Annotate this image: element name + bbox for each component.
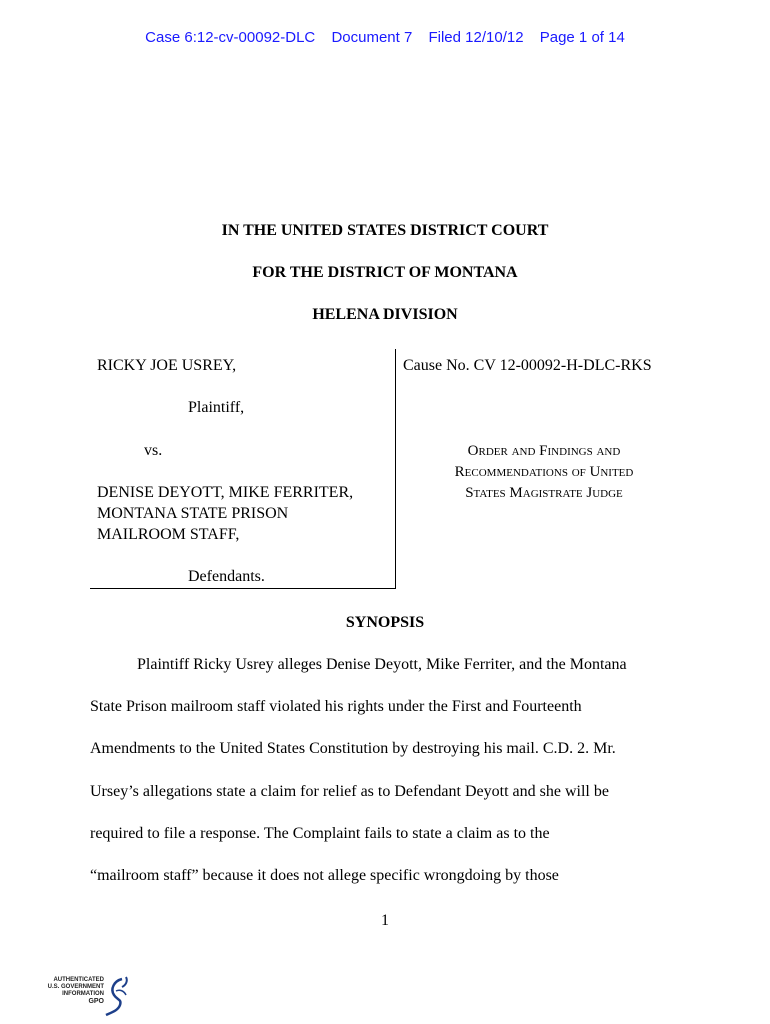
synopsis-line: Ursey’s allegations state a claim for relief as to Defendant Deyott and she will be [90,783,609,800]
defendants-line-2: MONTANA STATE PRISON [97,505,289,522]
caption-vertical-rule [395,349,396,589]
cause-number: Cause No. CV 12-00092-H-DLC-RKS [403,357,652,374]
eagle-icon [102,975,132,1017]
plaintiff-role: Plaintiff, [188,399,245,416]
versus-label: vs. [144,442,163,459]
filed-date: Filed 12/10/12 [428,29,524,46]
order-title [420,441,668,504]
synopsis-line: required to file a response. The Complaint fails to state a claim as to the [90,825,550,842]
court-district: FOR THE DISTRICT OF MONTANA [252,264,518,281]
court-title: IN THE UNITED STATES DISTRICT COURT [221,222,549,239]
case-number: Case 6:12-cv-00092-DLC [145,29,316,46]
synopsis-line: “mailroom staff” because it does not allege specific wrongdoing by those [90,867,559,884]
caption-horizontal-rule [90,588,396,589]
synopsis-line: Amendments to the United States Constitution by destroying his mail. C.D. 2. Mr. [90,740,616,757]
defendants-role: Defendants. [188,568,265,585]
document-number: Document 7 [331,29,413,46]
order-title-line-1: Order and Findings and [467,443,621,459]
page-indicator: Page 1 of 14 [539,29,625,46]
defendants-line-3: MAILROOM STAFF, [97,526,240,543]
gpo-logo-text: AUTHENTICATED U.S. GOVERNMENT INFORMATION GPO [47,977,104,1005]
synopsis-line: Plaintiff Ricky Usrey alleges Denise Deyott, Mike Ferriter, and the Montana [137,656,627,673]
page-number: 1 [381,912,389,929]
order-title-line-2: Recommendations of United [454,464,634,480]
defendants-line-1: DENISE DEYOTT, MIKE FERRITER, [97,484,354,501]
synopsis-heading: SYNOPSIS [345,614,425,631]
filing-header [0,29,770,46]
synopsis-line: State Prison mailroom staff violated his rights under the First and Fourteenth [90,698,582,715]
court-division: HELENA DIVISION [312,306,458,323]
plaintiff-name: RICKY JOE USREY, [97,357,237,374]
order-title-line-3: States Magistrate Judge [465,485,623,501]
gpo-authentication-logo [44,975,134,1017]
